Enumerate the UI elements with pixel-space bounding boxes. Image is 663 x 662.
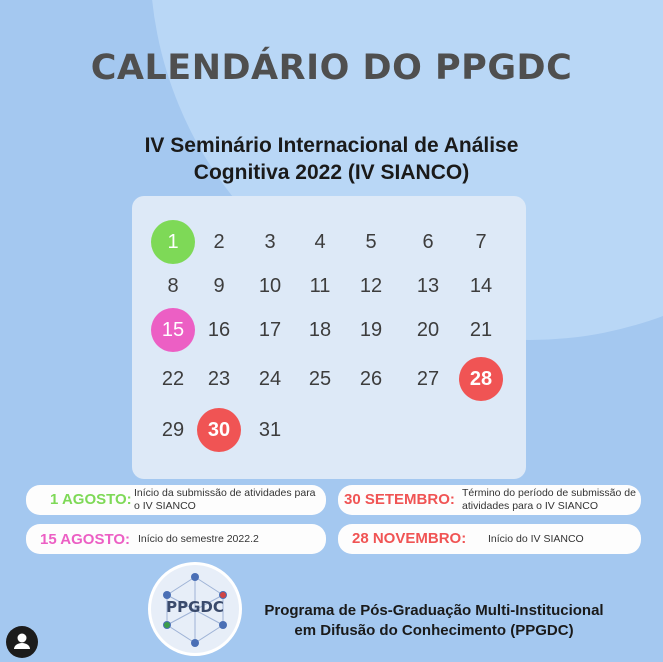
calendar-day-31: 31	[258, 419, 282, 441]
calendar-day-17: 17	[258, 319, 282, 341]
event-date-label: 1 AGOSTO:	[50, 491, 132, 508]
calendar-day-19: 19	[359, 319, 383, 341]
event-date-label: 15 AGOSTO:	[40, 531, 131, 548]
calendar-day-15: 15	[151, 308, 195, 352]
event-pill-3	[26, 524, 326, 554]
calendar-day-4: 4	[314, 231, 326, 253]
calendar-day-14: 14	[469, 275, 493, 297]
calendar-day-18: 18	[308, 319, 332, 341]
subtitle-line-2: Cognitiva 2022 (IV SIANCO)	[193, 161, 470, 184]
calendar-day-10: 10	[258, 275, 282, 297]
event-pill-1	[26, 485, 326, 515]
calendar-day-26: 26	[359, 368, 383, 390]
calendar-day-16: 16	[207, 319, 231, 341]
calendar-day-3: 3	[264, 231, 276, 253]
calendar-day-21: 21	[469, 319, 493, 341]
user-icon	[6, 626, 38, 658]
calendar-day-25: 25	[308, 368, 332, 390]
program-name	[254, 601, 614, 641]
calendar-day-5: 5	[365, 231, 377, 253]
event-description: Início do semestre 2022.2	[138, 533, 259, 545]
event-pill-2	[338, 485, 641, 515]
calendar-day-8: 8	[167, 275, 179, 297]
program-line-2: em Difusão do Conhecimento (PPGDC)	[294, 622, 574, 639]
calendar-day-20: 20	[416, 319, 440, 341]
calendar-day-7: 7	[475, 231, 487, 253]
calendar-day-27: 27	[416, 368, 440, 390]
calendar-day-13: 13	[416, 275, 440, 297]
calendar-day-29: 29	[161, 419, 185, 441]
calendar-day-9: 9	[213, 275, 225, 297]
ppgdc-logo	[148, 562, 242, 656]
calendar-day-11: 11	[309, 275, 331, 297]
profile-avatar[interactable]	[6, 626, 38, 658]
calendar-day-23: 23	[207, 368, 231, 390]
calendar-day-12: 12	[359, 275, 383, 297]
subtitle-line-1: IV Seminário Internacional de Análise	[144, 134, 519, 157]
calendar-grid	[132, 196, 526, 479]
page-title: CALENDÁRIO DO PPGDC	[90, 48, 573, 88]
program-line-1: Programa de Pós-Graduação Multi-Institucional	[264, 602, 604, 619]
event-date-label: 28 NOVEMBRO:	[352, 530, 467, 547]
event-description: Início da submissão de atividades para o IV SIANCO	[134, 487, 316, 512]
calendar-day-1: 1	[151, 220, 195, 264]
logo-text: PPGDC	[166, 598, 224, 616]
calendar-day-30: 30	[197, 408, 241, 452]
event-description: Início do IV SIANCO	[488, 533, 584, 545]
event-description: Término do período de submissão de atividades para o IV SIANCO	[462, 487, 636, 512]
calendar-day-24: 24	[258, 368, 282, 390]
calendar-day-6: 6	[422, 231, 434, 253]
event-subtitle	[0, 132, 663, 186]
event-pill-4	[338, 524, 641, 554]
calendar-day-28: 28	[459, 357, 503, 401]
calendar-day-2: 2	[213, 231, 225, 253]
calendar-day-22: 22	[161, 368, 185, 390]
event-date-label: 30 SETEMBRO:	[344, 491, 455, 508]
